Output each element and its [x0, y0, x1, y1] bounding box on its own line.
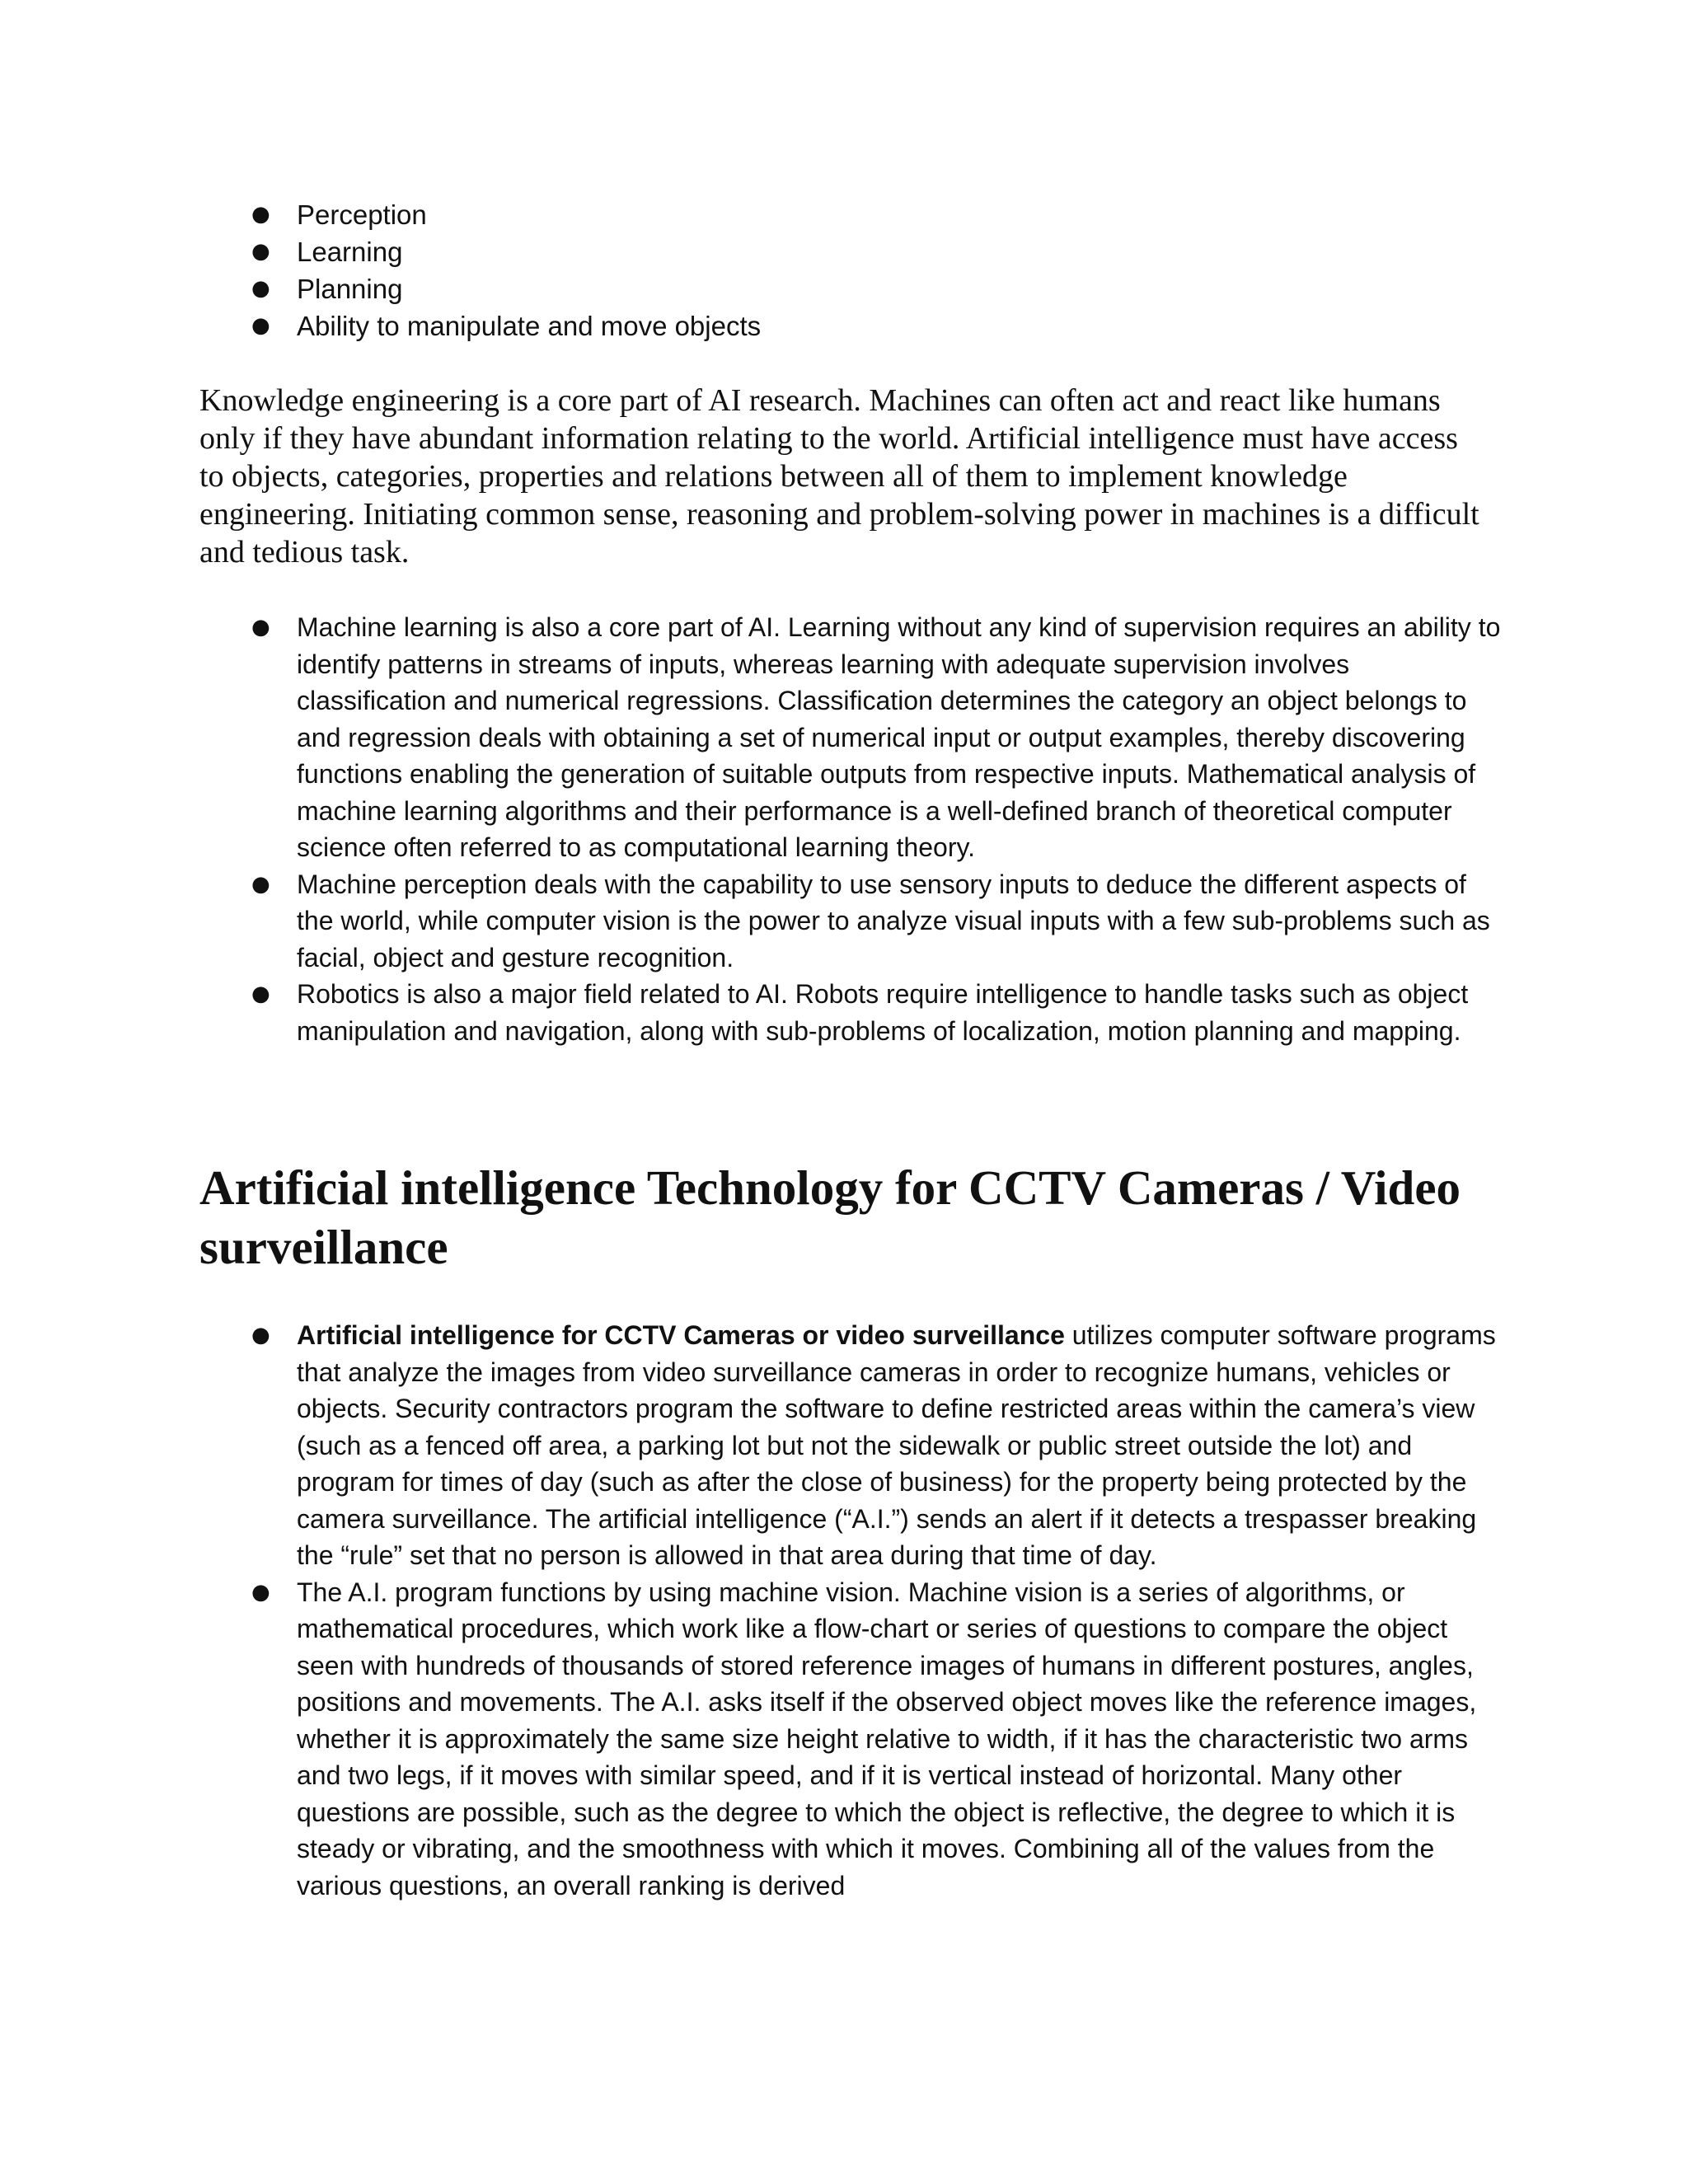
bullet-icon: ●: [251, 1579, 270, 1605]
list-item-text: utilizes computer software programs that analyze the images from video surveillance cameras in order to recognize humans, vehicles or objects. Security contractors program the software to define restricted areas within the camera’s view (such as a fenced off area, a parking lot but not the sidewalk or public street outside the lot) and program for times of day (such as after the close of business) for the property being protected by the camera surveillance. The artificial intelligence (“A.I.”) sends an alert if it detects a trespasser breaking the “rule” set that no person is allowed in that area during that time of day.: [297, 1320, 1496, 1570]
list-item: [202, 270, 1438, 307]
list-item-text: Machine perception deals with the capability to use sensory inputs to deduce the different aspects of the world, while computer vision is the power to analyze visual inputs with a few sub-problems such as facial, object and gesture recognition.: [297, 869, 1490, 972]
list-item-text: Machine learning is also a core part of AI. Learning without any kind of supervision requires an ability to identify patterns in streams of inputs, whereas learning with adequate supervision involves classification and numerical regressions. Classification determines the category an object belongs to and regression deals with obtaining a set of numerical input or output examples, thereby discovering functions enabling the generation of suitable outputs from respective inputs. Mathematical analysis of machine learning algorithms and their performance is a well-defined branch of theoretical computer science often referred to as computational learning theory.: [297, 612, 1501, 862]
list-item: [202, 976, 1504, 1049]
list-item: [202, 196, 1438, 233]
list-item-text: The A.I. program functions by using machine vision. Machine vision is a series of algorithms, or mathematical procedures, which work like a flow-chart or series of questions to compare the object seen with hundreds of thousands of stored reference images of humans in different postures, angles, positions and movements. The A.I. asks itself if the observed object moves like the reference images, whether it is approximately the same size height relative to width, if it has the characteristic two arms and two legs, if it moves with similar speed, and if it is vertical instead of horizontal. Many other questions are possible, such as the degree to which the object is reflective, the degree to which it is steady or vibrating, and the smoothness with which it moves. Combining all of the values from the various questions, an overall ranking is derived: [297, 1577, 1477, 1900]
cctv-ai-list: [202, 1317, 1504, 1904]
list-item: [202, 1317, 1504, 1574]
bullet-icon: ●: [251, 313, 270, 338]
list-item-text: Robotics is also a major field related to AI. Robots require intelligence to handle tasks such as object manipulation and navigation, along with sub-problems of localization, motion planning and mapping.: [297, 979, 1469, 1046]
bullet-icon: ●: [251, 202, 270, 227]
list-item: [202, 307, 1438, 344]
list-item: [202, 233, 1438, 270]
list-item-text: Learning: [297, 237, 403, 267]
bullet-icon: ●: [251, 1323, 270, 1347]
bullet-icon: ●: [251, 871, 270, 897]
bullet-icon: ●: [251, 982, 270, 1006]
list-item-lead: Artificial intelligence for CCTV Cameras or video surveillance: [297, 1320, 1065, 1350]
list-item-text: Planning: [297, 274, 403, 304]
list-item: [202, 1574, 1504, 1905]
list-item: [202, 866, 1504, 977]
ai-goals-list: [202, 196, 1438, 344]
knowledge-engineering-paragraph: Knowledge engineering is a core part of AI research. Machines can often act and react like humans only if they have abundant information relating to the world. Artificial intelligence must have access to objects, categories, properties and relations between all of them to implement knowledge engineering. Initiating common sense, reasoning and problem-solving power in machines is a difficult and tedious task.: [199, 383, 1479, 569]
ai-fields-list: [202, 609, 1504, 1049]
bullet-icon: ●: [251, 276, 270, 301]
bullet-icon: ●: [251, 239, 270, 264]
list-item: [202, 609, 1504, 866]
list-item-text: Ability to manipulate and move objects: [297, 311, 762, 341]
bullet-icon: ●: [251, 615, 270, 640]
list-item-text: Perception: [297, 199, 427, 230]
section-heading: Artificial intelligence Technology for CCTV Cameras / Video surveillance: [199, 1160, 1461, 1274]
